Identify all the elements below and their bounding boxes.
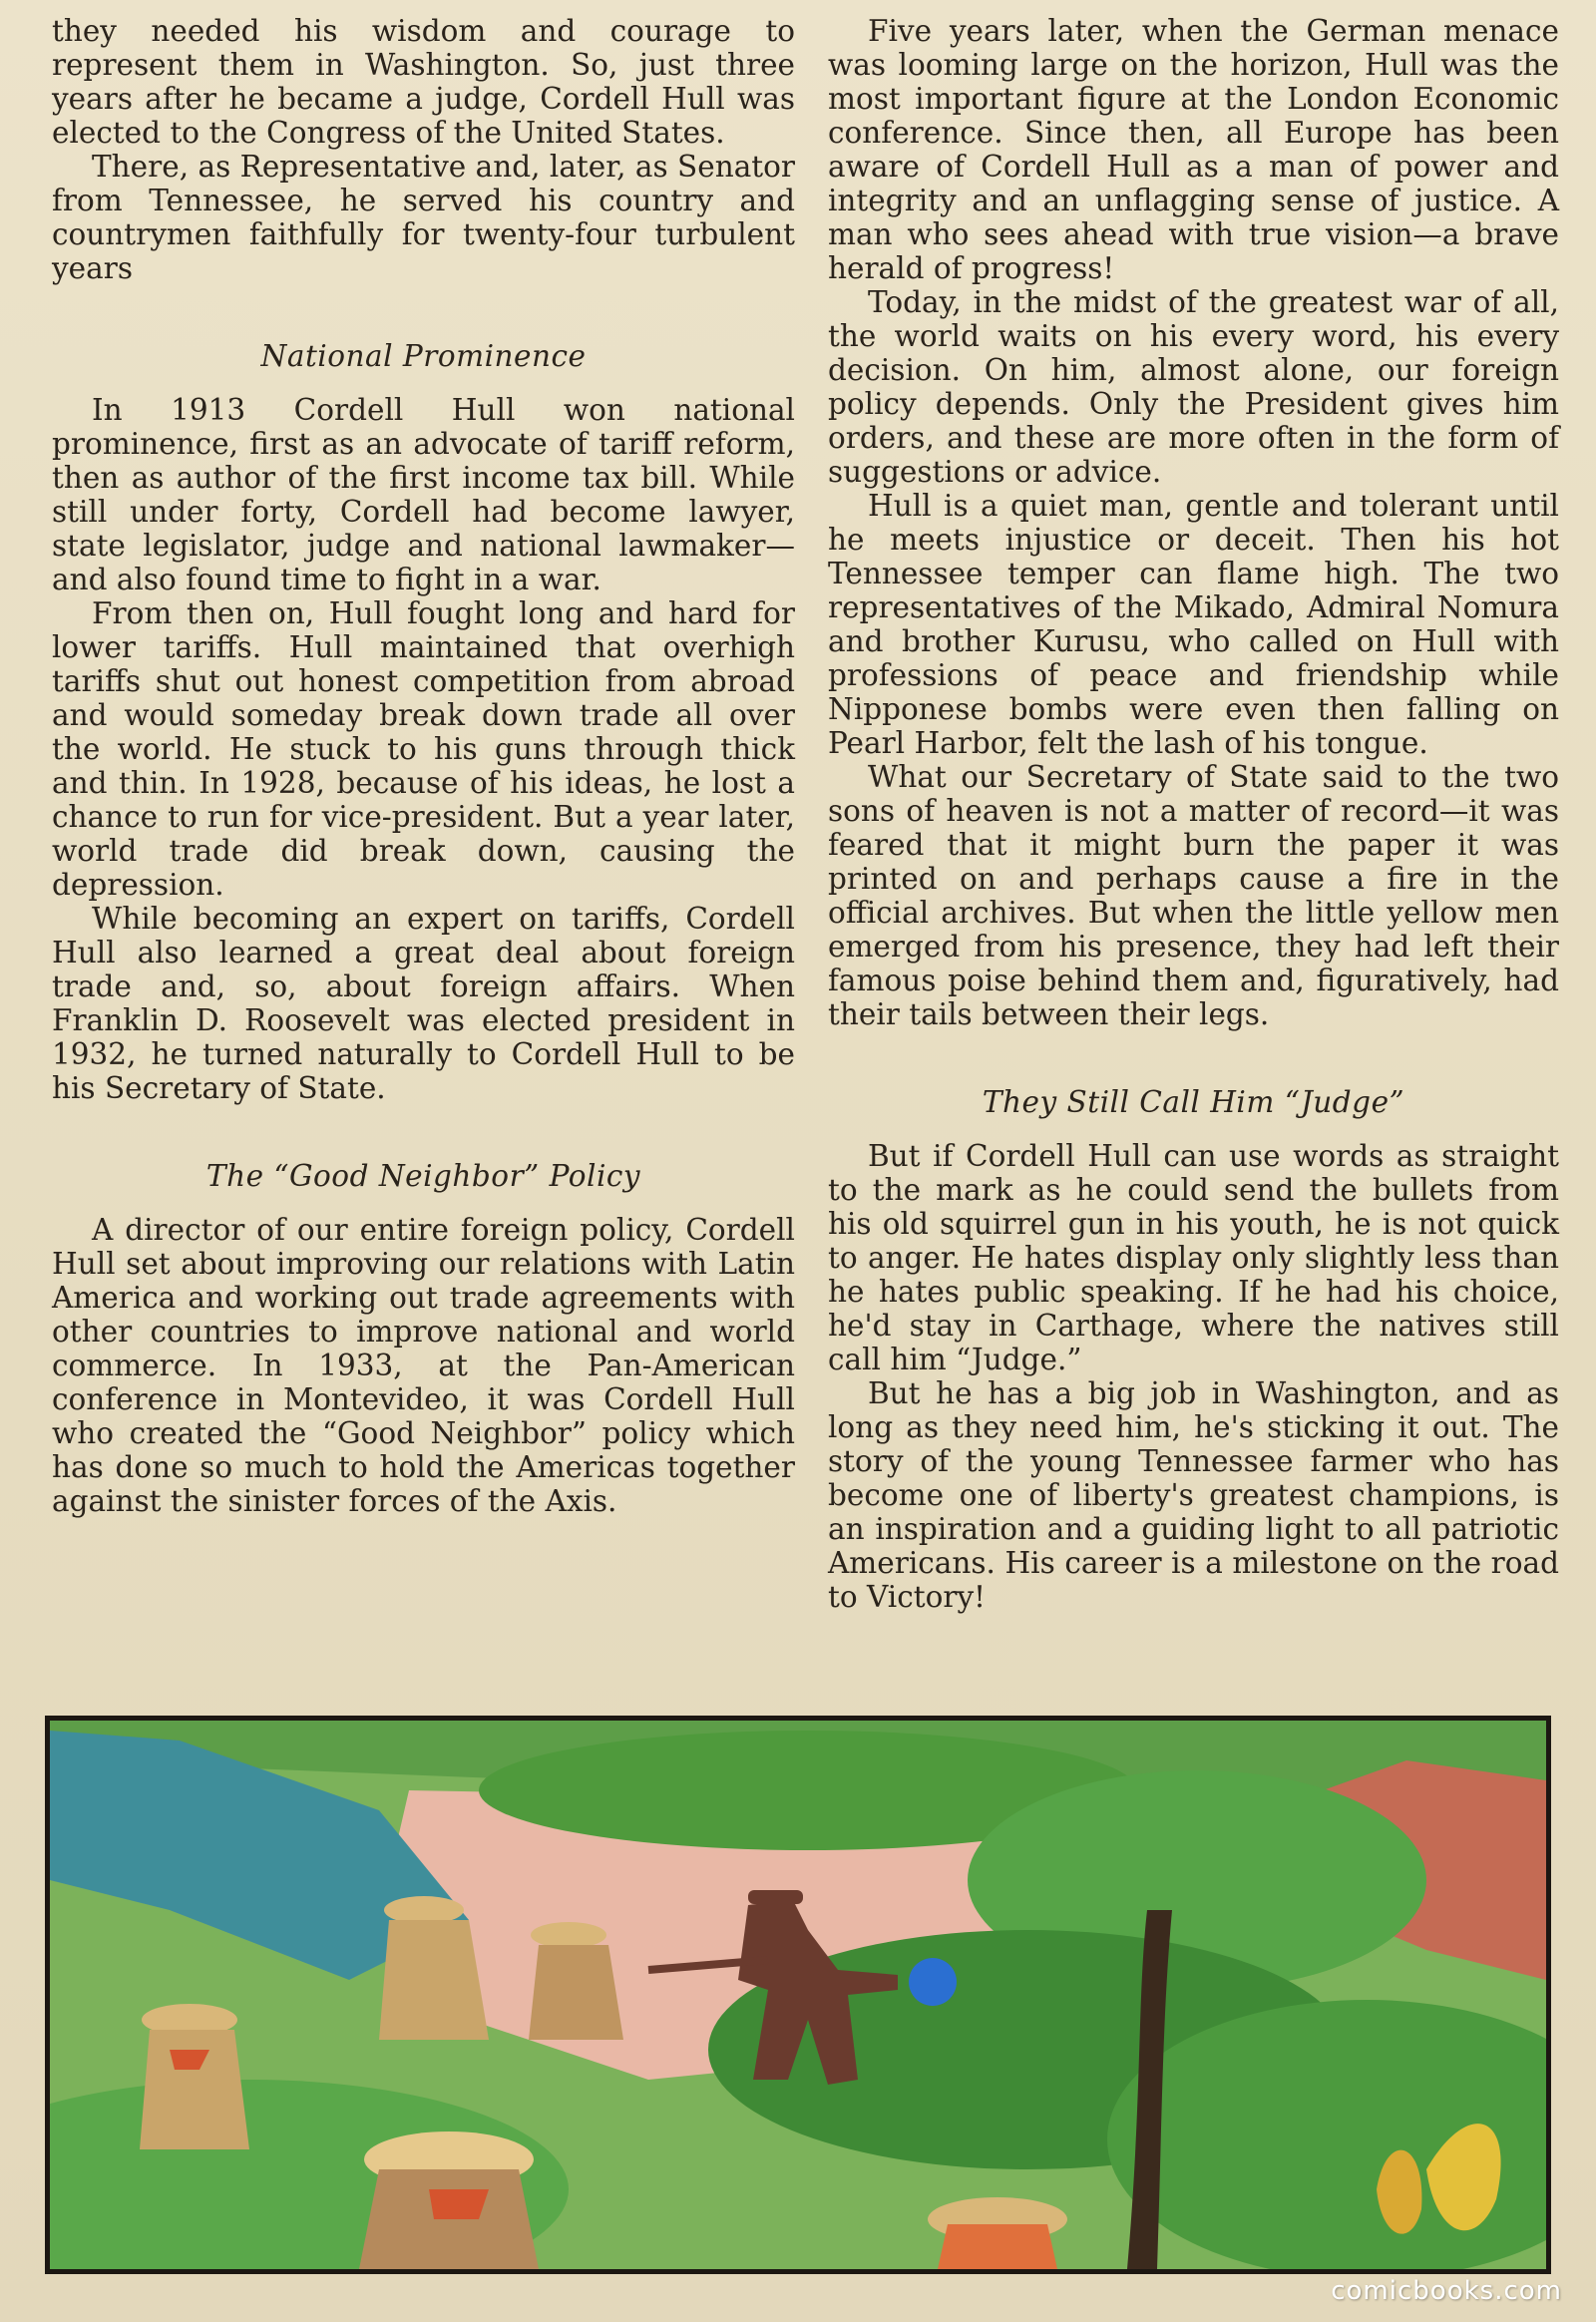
paragraph: Five years later, when the German menace was looming large on the horizon, Hull was the most important figure at the London Economic conference. Since then, all Europe has been aware of Cordell Hull as a man of power and integrity and an unflagging sense of justice. A man who sees ahead with true vision—a brave herald of progress!: [828, 14, 1559, 285]
paragraph: But he has a big job in Washington, and as long as they need him, he's sticking it out. The story of the young Tennessee farmer who has become one of liberty's greatest champions, is an inspiration and a guiding light to all patriotic Americans. His career is a milestone on the road to Victory!: [828, 1376, 1559, 1614]
section-heading: The “Good Neighbor” Policy: [205, 1159, 641, 1193]
paragraph: From then on, Hull fought long and hard for lower tariffs. Hull maintained that overhigh tariffs shut out honest competition from abroad and would someday break down trade all over the world. He stuck to his guns through thick and thin. In 1928, because of his ideas, he lost a chance to run for vice-president. But a year later, world trade did break down, causing the depression.: [52, 596, 795, 902]
paragraph: In 1913 Cordell Hull won national prominence, first as an advocate of tariff reform, then as author of the first income tax bill. While still under forty, Cordell had become lawyer, state legislator, judge and national lawmaker—and also found time to fight in a war.: [52, 393, 795, 596]
paragraph: What our Secretary of State said to the two sons of heaven is not a matter of record—it was feared that it might burn the paper it was printed on and perhaps cause a fire in the official archives. But when the little yellow men emerged from his presence, they had left their famous poise behind them and, figuratively, had their tails between their legs.: [828, 760, 1559, 1031]
paragraph: Today, in the midst of the greatest war of all, the world waits on his every word, his every decision. On him, almost alone, our foreign policy depends. Only the President gives him orders, and these are more often in the form of suggestions or advice.: [828, 285, 1559, 489]
paragraph: But if Cordell Hull can use words as straight to the mark as he could send the bullets from his old squirrel gun in his youth, he is not quick to anger. He hates display only slightly less than he hates public speaking. If he had his choice, he'd stay in Carthage, where the natives still call him “Judge.”: [828, 1139, 1559, 1376]
paragraph: There, as Representative and, later, as Senator from Tennessee, he served his country and countrymen faithfully for twenty-four turbulent years: [52, 150, 795, 285]
left-text-column: [52, 14, 795, 1518]
section-heading: They Still Call Him “Judge”: [982, 1085, 1405, 1119]
paragraph: While becoming an expert on tariffs, Cordell Hull also learned a great deal about foreign trade and, so, about foreign affairs. When Franklin D. Roosevelt was elected president in 1932, he turned naturally to Cordell Hull to be his Secretary of State.: [52, 902, 795, 1105]
right-text-column: [828, 14, 1559, 1614]
paragraph: they needed his wisdom and courage to represent them in Washington. So, just three years after he became a judge, Cordell Hull was elected to the Congress of the United States.: [52, 14, 795, 150]
paragraph: A director of our entire foreign policy, Cordell Hull set about improving our relations with Latin America and working out trade agreements with other countries to improve national and world commerce. In 1933, at the Pan-American conference in Montevideo, it was Cordell Hull who created the “Good Neighbor” policy which has done so much to hold the Americas together against the sinister forces of the Axis.: [52, 1213, 795, 1518]
jungle-battle-illustration: [45, 1716, 1551, 2274]
site-watermark: comicbooks.com: [1331, 2276, 1562, 2306]
paragraph: Hull is a quiet man, gentle and tolerant until he meets injustice or deceit. Then his hot Tennessee temper can flame high. The two representatives of the Mikado, Admiral Nomura and brother Kurusu, who called on Hull with professions of peace and friendship while Nipponese bombs were even then falling on Pearl Harbor, felt the lash of his tongue.: [828, 489, 1559, 760]
illustration-drawing: [50, 1721, 1546, 2269]
section-heading: National Prominence: [260, 339, 587, 373]
